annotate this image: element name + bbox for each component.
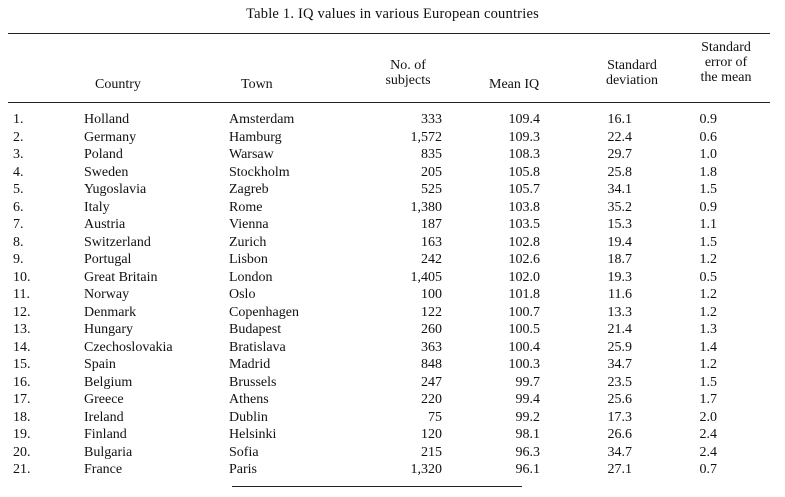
table-row (8, 269, 717, 287)
cell-se: 1.7 (699, 392, 717, 407)
cell-sd: 25.8 (607, 164, 632, 180)
cell-rank: 2. (13, 129, 24, 145)
cell-country: Greece (84, 392, 124, 407)
cell-se: 2.4 (699, 444, 717, 460)
cell-se: 1.5 (699, 234, 717, 250)
cell-subjects: 215 (421, 444, 442, 460)
cell-town: Rome (229, 199, 263, 215)
cell-sd: 34.7 (607, 357, 632, 372)
cell-se: 1.2 (699, 287, 717, 302)
cell-se: 1.3 (699, 322, 717, 337)
cell-sd: 35.2 (607, 199, 632, 215)
cell-mean: 100.5 (508, 322, 540, 337)
cell-mean: 105.8 (508, 164, 540, 180)
cell-country: Holland (84, 112, 130, 127)
cell-rank: 10. (13, 269, 31, 285)
cell-town: Oslo (229, 287, 256, 302)
table-row (8, 321, 717, 339)
cell-country: Yugoslavia (84, 182, 147, 197)
cell-subjects: 835 (421, 147, 442, 162)
cell-se: 1.2 (699, 357, 717, 372)
cell-rank: 4. (13, 164, 24, 180)
cell-rank: 12. (13, 304, 31, 320)
cell-se: 1.8 (699, 164, 717, 180)
cell-subjects: 100 (421, 287, 442, 302)
table-row (8, 304, 717, 322)
table-row (8, 199, 717, 217)
cell-subjects: 1,380 (410, 199, 442, 215)
cell-mean: 109.4 (508, 112, 540, 127)
cell-subjects: 163 (421, 234, 442, 250)
cell-country: Hungary (84, 322, 133, 337)
cell-country: Austria (84, 217, 126, 232)
cell-mean: 102.8 (508, 234, 540, 250)
cell-town: Vienna (229, 217, 269, 232)
cell-se: 1.2 (699, 252, 717, 267)
cell-sd: 29.7 (607, 147, 632, 162)
cell-sd: 25.9 (607, 339, 632, 355)
cell-country: Ireland (84, 409, 124, 425)
cell-country: Norway (84, 287, 130, 302)
cell-mean: 105.7 (508, 182, 540, 197)
cell-town: Bratislava (229, 339, 286, 355)
cell-rank: 1. (13, 112, 24, 127)
cell-sd: 21.4 (607, 322, 632, 337)
cell-country: Spain (84, 357, 116, 372)
header-standard-error: Standard error of the mean (700, 40, 752, 85)
cell-se: 1.1 (699, 217, 717, 232)
cell-subjects: 120 (421, 427, 442, 442)
cell-town: Athens (229, 392, 269, 407)
table-row (8, 339, 717, 357)
cell-subjects: 260 (421, 322, 442, 337)
cell-town: Paris (229, 462, 257, 477)
header-town: Town (241, 77, 273, 92)
cell-mean: 100.3 (508, 357, 540, 372)
table-row (8, 444, 717, 462)
cell-sd: 15.3 (607, 217, 632, 232)
cell-rank: 6. (13, 199, 24, 215)
cell-rank: 21. (13, 462, 31, 477)
table-body (8, 111, 717, 479)
cell-se: 0.5 (699, 269, 717, 285)
bottom-rule (232, 486, 522, 487)
cell-subjects: 247 (421, 374, 442, 390)
cell-mean: 99.2 (515, 409, 540, 425)
cell-town: Zurich (229, 234, 267, 250)
cell-country: France (84, 462, 123, 477)
cell-town: Budapest (229, 322, 282, 337)
cell-mean: 103.5 (508, 217, 540, 232)
iq-table (8, 111, 717, 479)
table-row (8, 111, 717, 129)
cell-town: Copenhagen (229, 304, 299, 320)
cell-country: Finland (84, 427, 127, 442)
table-row (8, 234, 717, 252)
cell-se: 1.5 (699, 374, 717, 390)
cell-country: Great Britain (84, 269, 158, 285)
cell-se: 0.6 (699, 129, 717, 145)
cell-sd: 19.3 (607, 269, 632, 285)
cell-se: 2.0 (699, 409, 717, 425)
header-rule (8, 102, 770, 103)
table-row (8, 461, 717, 479)
cell-country: Denmark (84, 304, 137, 320)
cell-country: Italy (84, 199, 110, 215)
cell-subjects: 333 (421, 112, 442, 127)
cell-mean: 96.1 (515, 462, 540, 477)
cell-subjects: 1,572 (410, 129, 442, 145)
table-row (8, 146, 717, 164)
cell-country: Sweden (84, 164, 129, 180)
cell-se: 1.2 (699, 304, 717, 320)
cell-rank: 11. (13, 287, 30, 302)
cell-rank: 15. (13, 357, 31, 372)
cell-subjects: 525 (421, 182, 442, 197)
cell-rank: 18. (13, 409, 31, 425)
cell-rank: 5. (13, 182, 24, 197)
header-country: Country (95, 77, 141, 92)
top-rule (8, 33, 770, 34)
cell-country: Germany (84, 129, 137, 145)
cell-sd: 26.6 (607, 427, 632, 442)
table-row (8, 164, 717, 182)
cell-sd: 34.7 (607, 444, 632, 460)
cell-subjects: 363 (421, 339, 442, 355)
table-row (8, 129, 717, 147)
cell-subjects: 1,320 (410, 462, 442, 477)
cell-subjects: 205 (421, 164, 442, 180)
table-title: Table 1. IQ values in various European countries (246, 6, 539, 22)
cell-mean: 108.3 (508, 147, 540, 162)
cell-country: Bulgaria (84, 444, 133, 460)
cell-sd: 27.1 (607, 462, 632, 477)
cell-town: Hamburg (229, 129, 282, 145)
cell-mean: 102.6 (508, 252, 540, 267)
cell-town: London (229, 269, 273, 285)
cell-mean: 99.4 (515, 392, 540, 407)
cell-town: Zagreb (229, 182, 269, 197)
cell-rank: 13. (13, 322, 31, 337)
cell-rank: 8. (13, 234, 24, 250)
cell-mean: 96.3 (515, 444, 540, 460)
cell-se: 2.4 (699, 427, 717, 442)
table-row (8, 409, 717, 427)
cell-town: Amsterdam (229, 112, 295, 127)
cell-sd: 16.1 (607, 112, 632, 127)
cell-rank: 20. (13, 444, 31, 460)
cell-subjects: 187 (421, 217, 442, 232)
cell-rank: 17. (13, 392, 31, 407)
header-mean: Mean IQ (489, 77, 540, 92)
cell-town: Helsinki (229, 427, 277, 442)
cell-se: 0.9 (699, 112, 717, 127)
cell-subjects: 848 (421, 357, 442, 372)
table-row (8, 181, 717, 199)
table-row (8, 216, 717, 234)
cell-mean: 99.7 (515, 374, 540, 390)
cell-sd: 18.7 (607, 252, 632, 267)
cell-mean: 98.1 (515, 427, 540, 442)
header-subjects: No. of subjects (385, 58, 431, 88)
header-standard-deviation: Standard deviation (605, 58, 659, 88)
cell-sd: 34.1 (607, 182, 632, 197)
cell-rank: 16. (13, 374, 31, 390)
cell-town: Brussels (229, 374, 277, 390)
cell-se: 0.9 (699, 199, 717, 215)
table-row (8, 391, 717, 409)
cell-mean: 101.8 (508, 287, 540, 302)
cell-country: Czechoslovakia (84, 339, 173, 355)
cell-country: Switzerland (84, 234, 151, 250)
cell-town: Lisbon (229, 252, 268, 267)
cell-se: 0.7 (699, 462, 717, 477)
cell-mean: 100.7 (508, 304, 540, 320)
cell-sd: 13.3 (607, 304, 632, 320)
cell-se: 1.4 (699, 339, 717, 355)
cell-rank: 9. (13, 252, 24, 267)
cell-rank: 7. (13, 217, 24, 232)
cell-mean: 103.8 (508, 199, 540, 215)
cell-town: Sofia (229, 444, 259, 460)
cell-subjects: 220 (421, 392, 442, 407)
cell-country: Portugal (84, 252, 132, 267)
cell-subjects: 242 (421, 252, 442, 267)
cell-town: Warsaw (229, 147, 274, 162)
cell-mean: 109.3 (508, 129, 540, 145)
cell-subjects: 75 (428, 409, 442, 425)
cell-sd: 22.4 (607, 129, 632, 145)
table-row (8, 356, 717, 374)
cell-sd: 25.6 (607, 392, 632, 407)
cell-town: Madrid (229, 357, 271, 372)
cell-town: Dublin (229, 409, 268, 425)
cell-mean: 100.4 (508, 339, 540, 355)
cell-town: Stockholm (229, 164, 290, 180)
cell-country: Poland (84, 147, 123, 162)
cell-rank: 14. (13, 339, 31, 355)
cell-se: 1.0 (699, 147, 717, 162)
cell-rank: 3. (13, 147, 24, 162)
cell-sd: 19.4 (607, 234, 632, 250)
table-row (8, 286, 717, 304)
table-row (8, 251, 717, 269)
cell-sd: 17.3 (607, 409, 632, 425)
cell-country: Belgium (84, 374, 133, 390)
cell-subjects: 122 (421, 304, 442, 320)
cell-sd: 11.6 (608, 287, 632, 302)
cell-subjects: 1,405 (410, 269, 442, 285)
cell-se: 1.5 (699, 182, 717, 197)
cell-sd: 23.5 (607, 374, 632, 390)
table-row (8, 374, 717, 392)
cell-rank: 19. (13, 427, 31, 442)
table-row (8, 426, 717, 444)
cell-mean: 102.0 (508, 269, 540, 285)
